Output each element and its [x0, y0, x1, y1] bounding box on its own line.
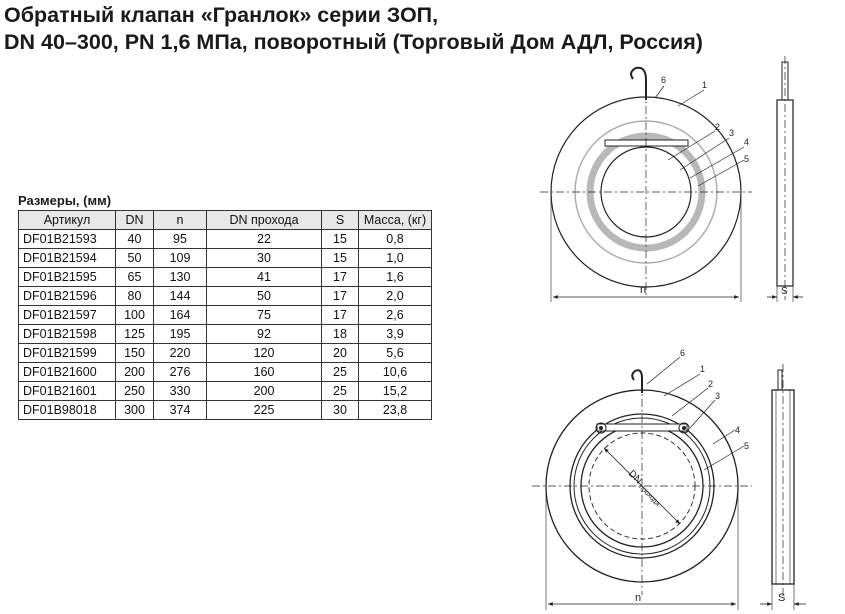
table-cell: 50	[116, 249, 154, 268]
table-cell: 144	[154, 287, 207, 306]
table-cell: 20	[322, 344, 359, 363]
hinge-pin-top	[605, 140, 688, 146]
callout-5-bottom: 5	[744, 441, 750, 451]
table-cell: 65	[116, 268, 154, 287]
table-cell: 23,8	[359, 401, 432, 420]
table-cell: DF01B21595	[19, 268, 116, 287]
table-cell: 17	[322, 287, 359, 306]
table-cell: 17	[322, 306, 359, 325]
table-cell: 2,0	[359, 287, 432, 306]
callout-3-top: 3	[729, 128, 735, 138]
table-cell: 25	[322, 363, 359, 382]
table-cell: 40	[116, 230, 154, 249]
table-cell: DF01B98018	[19, 401, 116, 420]
table-cell: 160	[207, 363, 322, 382]
table-cell: 0,8	[359, 230, 432, 249]
table-cell: 3,9	[359, 325, 432, 344]
callout-2-bottom: 2	[708, 379, 714, 389]
table-cell: 200	[207, 382, 322, 401]
table-cell: DF01B21596	[19, 287, 116, 306]
table-cell: 109	[154, 249, 207, 268]
table-cell: 15,2	[359, 382, 432, 401]
col-header-dn-passage: DN прохода	[207, 211, 322, 230]
table-cell: 195	[154, 325, 207, 344]
col-header-n: n	[154, 211, 207, 230]
table-caption: Размеры, (мм)	[18, 193, 112, 208]
title-line-1: Обратный клапан «Гранлок» серии ЗОП,	[4, 3, 439, 27]
table-cell: 164	[154, 306, 207, 325]
bottom-front-labels	[625, 348, 749, 604]
table-cell: 15	[322, 249, 359, 268]
table-cell: 5,6	[359, 344, 432, 363]
dim-s-top: S	[781, 286, 788, 297]
table-cell: 1,6	[359, 268, 432, 287]
table-cell: 2,6	[359, 306, 432, 325]
table-cell: 30	[322, 401, 359, 420]
table-cell: 276	[154, 363, 207, 382]
callout-1-bottom: 1	[700, 364, 706, 374]
top-side-view	[767, 56, 803, 302]
table-cell: 200	[116, 363, 154, 382]
table-cell: 17	[322, 268, 359, 287]
col-header-mass: Масса, (кг)	[359, 211, 432, 230]
table-cell: 374	[154, 401, 207, 420]
table-cell: 80	[116, 287, 154, 306]
table-cell: 41	[207, 268, 322, 287]
dim-s-bottom: S	[778, 592, 786, 604]
table-cell: DF01B21598	[19, 325, 116, 344]
callout-1-top: 1	[702, 80, 708, 90]
hook-stem-side-bottom	[778, 370, 782, 390]
table-cell: 100	[116, 306, 154, 325]
table-cell: DF01B21600	[19, 363, 116, 382]
table-cell: 15	[322, 230, 359, 249]
top-front-view	[540, 68, 752, 302]
table-cell: 120	[207, 344, 322, 363]
callout-4-bottom: 4	[735, 425, 741, 435]
callout-3-bottom: 3	[715, 391, 721, 401]
table-cell: 130	[154, 268, 207, 287]
table-cell: 220	[154, 344, 207, 363]
table-cell: 22	[207, 230, 322, 249]
hook-top	[631, 68, 646, 100]
table-cell: 225	[207, 401, 322, 420]
table-cell: 300	[116, 401, 154, 420]
table-cell: 50	[207, 287, 322, 306]
callout-2-top: 2	[715, 122, 721, 132]
table-cell: 250	[116, 382, 154, 401]
callout-4-top: 4	[744, 137, 750, 147]
table-cell: DF01B21594	[19, 249, 116, 268]
table-cell: DF01B21599	[19, 344, 116, 363]
col-header-dn: DN	[116, 211, 154, 230]
table-cell: 92	[207, 325, 322, 344]
dn-label: DN	[625, 468, 644, 487]
table-cell: 30	[207, 249, 322, 268]
table-cell: 150	[116, 344, 154, 363]
table-cell: DF01B21601	[19, 382, 116, 401]
dim-n-bottom: n	[635, 592, 642, 604]
bottom-side-view	[760, 364, 806, 610]
dim-n-top: n	[640, 284, 647, 296]
dn-sub-label: прохода	[637, 483, 661, 508]
col-header-s: S	[322, 211, 359, 230]
table-cell: 25	[322, 382, 359, 401]
table-cell: 125	[116, 325, 154, 344]
table-cell: 75	[207, 306, 322, 325]
col-header-article: Артикул	[19, 211, 116, 230]
callout-6-bottom: 6	[680, 348, 686, 358]
table-cell: 95	[154, 230, 207, 249]
title-line-2: DN 40–300, PN 1,6 МПа, поворотный (Торговый Дом АДЛ, Россия)	[4, 30, 703, 54]
callout-5-top: 5	[744, 154, 750, 164]
table-cell: DF01B21597	[19, 306, 116, 325]
table-cell: 1,0	[359, 249, 432, 268]
table-cell: 330	[154, 382, 207, 401]
callout-6-top: 6	[661, 75, 667, 85]
table-cell: 10,6	[359, 363, 432, 382]
table-cell: 18	[322, 325, 359, 344]
table-cell: DF01B21593	[19, 230, 116, 249]
